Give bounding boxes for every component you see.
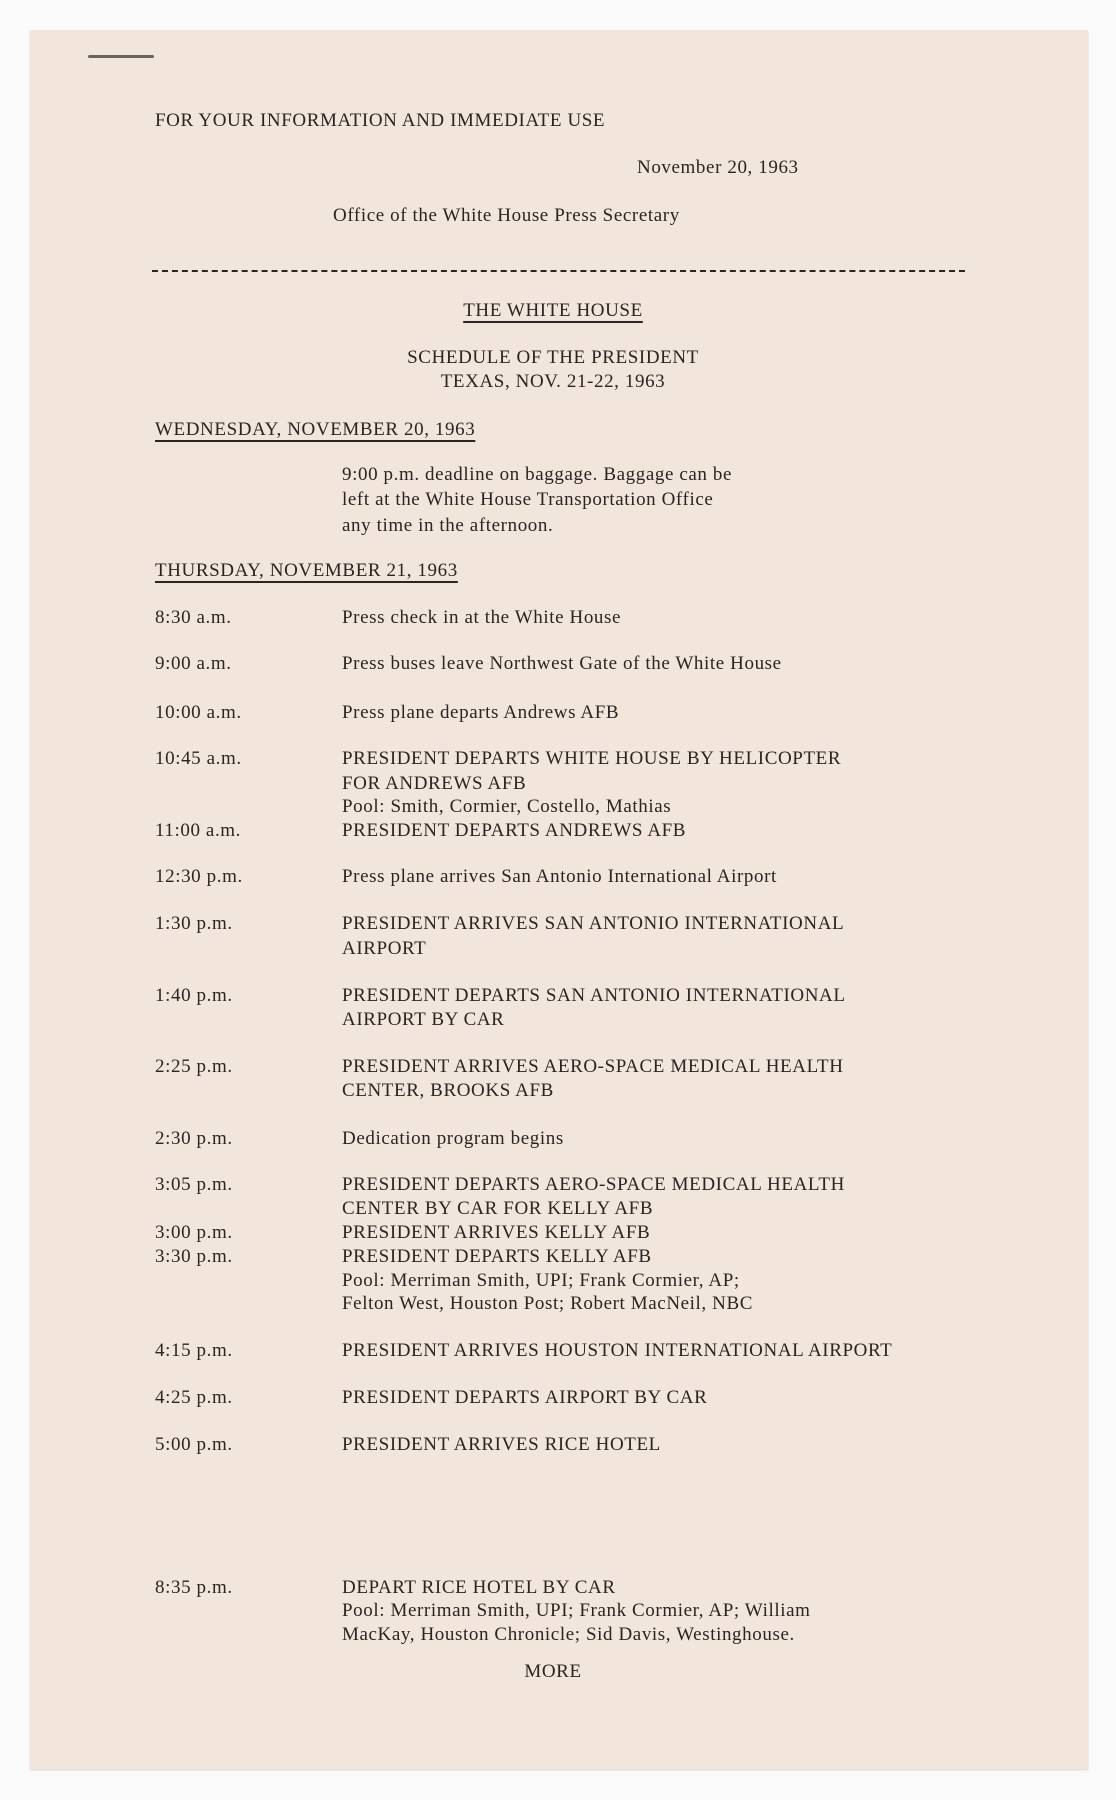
schedule-time: 4:15 p.m.	[155, 1340, 233, 1361]
schedule-time: 9:00 a.m.	[155, 653, 232, 674]
schedule-event-line: PRESIDENT DEPARTS ANDREWS AFB	[342, 820, 687, 841]
schedule-subtitle: TEXAS, NOV. 21-22, 1963	[440, 371, 666, 392]
schedule-event-line: FOR ANDREWS AFB	[342, 773, 527, 794]
schedule-time: 8:35 p.m.	[155, 1577, 233, 1598]
schedule-event-line: AIRPORT	[342, 938, 427, 959]
schedule-time: 8:30 a.m.	[155, 607, 232, 628]
schedule-event-line: PRESIDENT DEPARTS SAN ANTONIO INTERNATIONAL	[342, 985, 846, 1006]
wednesday-note-line: 9:00 p.m. deadline on baggage. Baggage can be	[342, 464, 732, 485]
wednesday-note-line: left at the White House Transportation Office	[342, 489, 714, 510]
schedule-time: 10:00 a.m.	[155, 702, 242, 723]
schedule-event-line: PRESIDENT ARRIVES AERO-SPACE MEDICAL HEALTH	[342, 1056, 844, 1077]
schedule-event-line: Pool: Merriman Smith, UPI; Frank Cormier, AP; William	[342, 1600, 811, 1621]
schedule-event-line: PRESIDENT ARRIVES KELLY AFB	[342, 1222, 651, 1243]
schedule-time: 1:40 p.m.	[155, 985, 233, 1006]
schedule-event-line: PRESIDENT ARRIVES HOUSTON INTERNATIONAL AIRPORT	[342, 1340, 893, 1361]
schedule-event-line: MacKay, Houston Chronicle; Sid Davis, Westinghouse.	[342, 1624, 795, 1645]
schedule-time: 10:45 a.m.	[155, 748, 242, 769]
schedule-event-line: Press plane departs Andrews AFB	[342, 702, 620, 723]
office-line: Office of the White House Press Secretary	[333, 205, 680, 226]
document-date: November 20, 1963	[637, 157, 799, 178]
schedule-event-line: Dedication program begins	[342, 1128, 564, 1149]
wednesday-note-line: any time in the afternoon.	[342, 515, 554, 536]
more-label: MORE	[524, 1661, 582, 1682]
schedule-event-line: Press check in at the White House	[342, 607, 622, 628]
notice-heading: FOR YOUR INFORMATION AND IMMEDIATE USE	[155, 110, 606, 131]
schedule-event-line: Press buses leave Northwest Gate of the White House	[342, 653, 782, 674]
schedule-time: 3:05 p.m.	[155, 1174, 233, 1195]
schedule-time: 3:30 p.m.	[155, 1246, 233, 1267]
schedule-time: 11:00 a.m.	[155, 820, 242, 841]
schedule-time: 1:30 p.m.	[155, 913, 233, 934]
schedule-time: 3:00 p.m.	[155, 1222, 233, 1243]
schedule-event-line: PRESIDENT ARRIVES SAN ANTONIO INTERNATIONAL	[342, 913, 845, 934]
schedule-time: 4:25 p.m.	[155, 1387, 233, 1408]
schedule-event-line: AIRPORT BY CAR	[342, 1009, 505, 1030]
schedule-title: SCHEDULE OF THE PRESIDENT	[407, 347, 699, 368]
schedule-event-line: PRESIDENT ARRIVES RICE HOTEL	[342, 1434, 661, 1455]
schedule-event-line: PRESIDENT DEPARTS AERO-SPACE MEDICAL HEALTH	[342, 1174, 845, 1195]
schedule-time: 2:25 p.m.	[155, 1056, 233, 1077]
schedule-event-line: CENTER, BROOKS AFB	[342, 1080, 554, 1101]
schedule-time: 2:30 p.m.	[155, 1128, 233, 1149]
schedule-event-line: Press plane arrives San Antonio International Airport	[342, 866, 777, 887]
schedule-time: 12:30 p.m.	[155, 866, 243, 887]
schedule-event-line: Pool: Smith, Cormier, Costello, Mathias	[342, 796, 672, 817]
schedule-event-line: Felton West, Houston Post; Robert MacNeil, NBC	[342, 1293, 753, 1314]
schedule-event-line: CENTER BY CAR FOR KELLY AFB	[342, 1198, 654, 1219]
schedule-event-line: Pool: Merriman Smith, UPI; Frank Cormier, AP;	[342, 1270, 740, 1291]
document-page	[30, 30, 1088, 1769]
schedule-event-line: PRESIDENT DEPARTS WHITE HOUSE BY HELICOPTER	[342, 748, 842, 769]
schedule-event-line: PRESIDENT DEPARTS AIRPORT BY CAR	[342, 1387, 708, 1408]
schedule-event-line: DEPART RICE HOTEL BY CAR	[342, 1577, 616, 1598]
schedule-time: 5:00 p.m.	[155, 1434, 233, 1455]
schedule-event-line: PRESIDENT DEPARTS KELLY AFB	[342, 1246, 652, 1267]
dashed-divider	[152, 270, 965, 272]
pencil-mark	[88, 55, 154, 58]
wednesday-heading: WEDNESDAY, NOVEMBER 20, 1963	[155, 419, 476, 440]
org-heading: THE WHITE HOUSE	[463, 300, 643, 321]
thursday-heading: THURSDAY, NOVEMBER 21, 1963	[155, 560, 458, 581]
